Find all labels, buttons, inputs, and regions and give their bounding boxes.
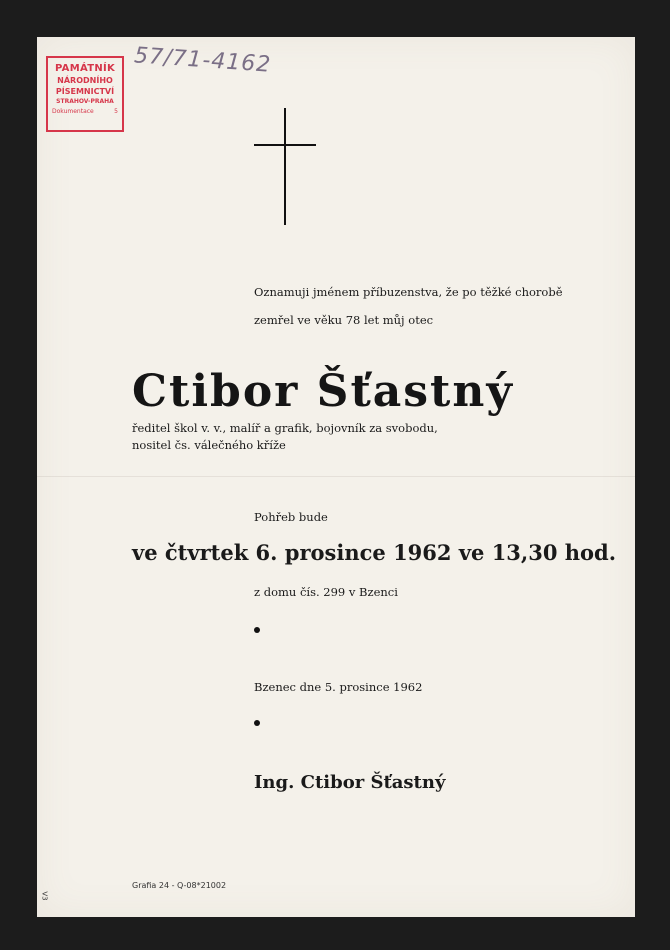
funeral-date: ve čtvrtek 6. prosince 1962 ve 13,30 hod. xyxy=(132,540,617,565)
printer-mark: Grafia 24 - Q-08*21002 xyxy=(132,881,227,890)
intro-line-1: Oznamuji jménem příbuzenstva, že po těžké chorobě xyxy=(254,285,563,299)
stamp-line-5 xyxy=(48,107,122,117)
cross-icon-horizontal xyxy=(254,144,316,146)
stamp-number: 5 xyxy=(114,108,118,115)
stamp-dept: Dokumentace xyxy=(52,108,94,115)
bullet-dot xyxy=(254,720,260,726)
description-line-1: ředitel škol v. v., malíř a grafik, bojovník za svobodu, xyxy=(132,421,438,435)
stamp-line-2: NÁRODNÍHO xyxy=(57,76,113,85)
place-date: Bzenec dne 5. prosince 1962 xyxy=(254,680,423,694)
stamp-line-1: PAMÁTNÍK xyxy=(54,63,116,74)
intro-line-2: zemřel ve věku 78 let můj otec xyxy=(254,313,434,327)
description-line-2: nositel čs. válečného kříže xyxy=(132,438,286,452)
deceased-name: Ctibor Šťastný xyxy=(132,366,514,417)
bullet-dot xyxy=(254,627,260,633)
cross-icon-vertical xyxy=(284,108,286,225)
handwritten-reference: 57/71-4162 xyxy=(133,43,273,78)
signer-name: Ing. Ctibor Šťastný xyxy=(254,772,446,793)
paper-fold-line xyxy=(37,476,635,477)
archive-stamp xyxy=(46,56,124,132)
side-mark: V3 xyxy=(40,891,49,901)
stamp-line-4: STRAHOV-PRAHA xyxy=(56,98,114,105)
funeral-place: z domu čís. 299 v Bzenci xyxy=(254,585,398,599)
stamp-line-3: PÍSEMNICTVÍ xyxy=(55,87,115,96)
funeral-label: Pohřeb bude xyxy=(254,510,328,524)
